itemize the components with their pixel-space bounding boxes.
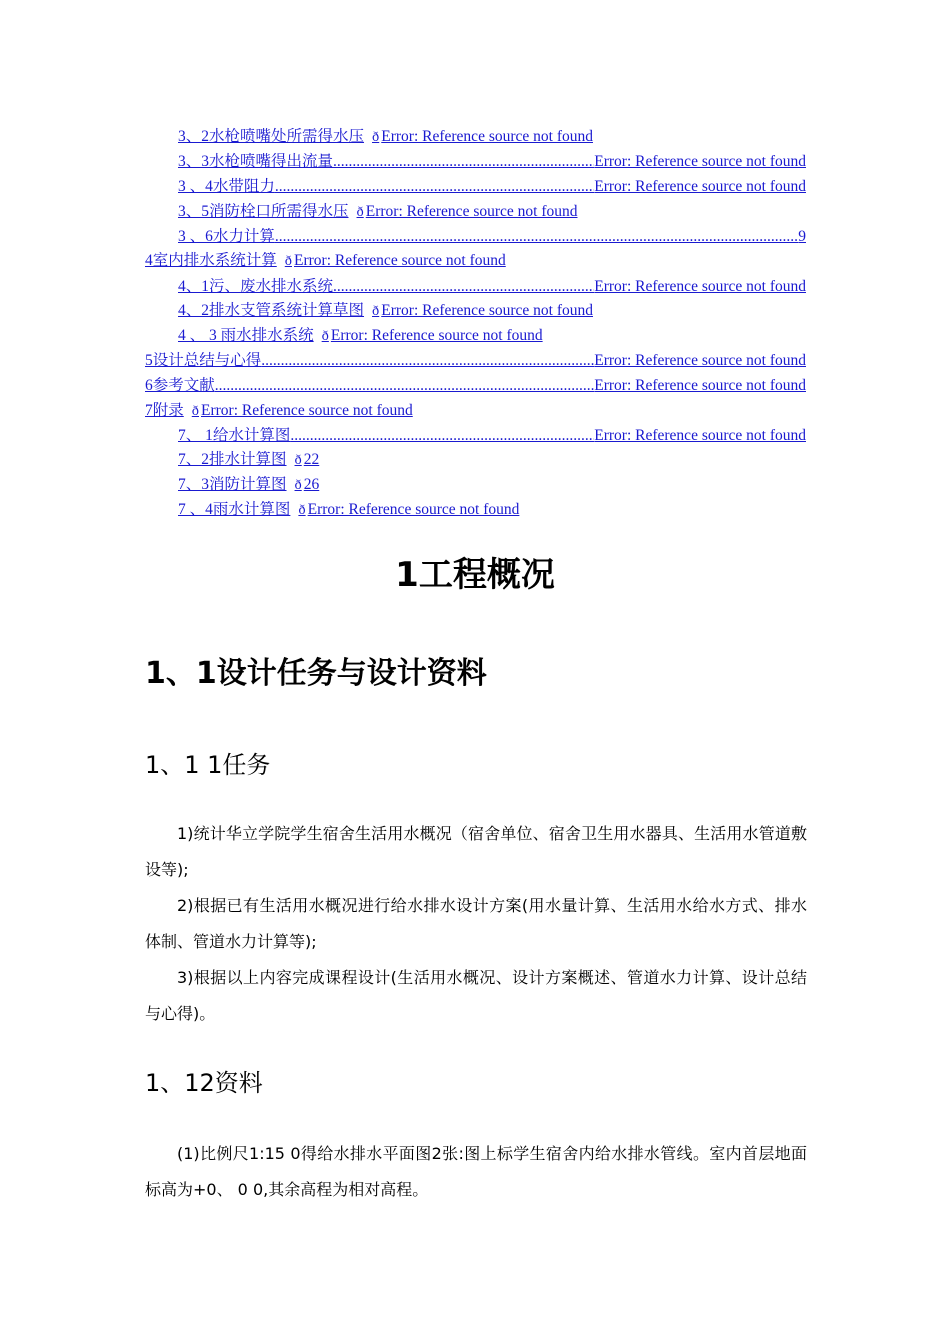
toc-leader: [275, 175, 594, 198]
toc-entry[interactable]: 3、3水枪喷嘴得出流量 ..... Error: Reference source not found: [178, 150, 806, 172]
toc-entry[interactable]: 4 、 3 雨水排水系统 ð Error: Reference source not found: [178, 327, 543, 344]
toc-entry[interactable]: 3、5消防栓口所需得水压 ð Error: Reference source not found: [178, 203, 578, 220]
paragraph-task-2: 2)根据已有生活用水概况进行给水排水设计方案(用水量计算、生活用水给水方式、排水体制、管道水力计算等);: [145, 896, 807, 951]
toc-leader: [333, 150, 594, 173]
paragraph-task-1: 1)统计华立学院学生宿舍生活用水概况（宿舍单位、宿舍卫生用水器具、生活用水管道敷设等);: [145, 824, 807, 879]
toc-entry[interactable]: 4室内排水系统计算 ð Error: Reference source not found: [145, 252, 506, 269]
toc-leader: [290, 424, 594, 447]
toc-entry[interactable]: 6参考文献 ..... Error: Reference source not found: [145, 374, 806, 396]
chapter-title: 1工程概况: [395, 555, 555, 595]
toc-entry[interactable]: 4、1污、废水排水系统 ..... Error: Reference source not found: [178, 275, 806, 297]
toc-entry[interactable]: 5设计总结与心得 ..... Error: Reference source not found: [145, 349, 806, 371]
paragraph-data-1: (1)比例尺1:15 0得给水排水平面图2张:图上标学生宿舍内给水排水管线。室内首层地面标高为+0、 0 0,其余高程为相对高程。: [145, 1144, 807, 1199]
toc-leader: [215, 374, 594, 397]
toc-entry[interactable]: 3 、4水带阻力 ..... Error: Reference source not found: [178, 175, 806, 197]
paragraph-task-3: 3)根据以上内容完成课程设计(生活用水概况、设计方案概述、管道水力计算、设计总结与心得)。: [145, 968, 807, 1023]
toc-leader: [275, 225, 798, 248]
toc-leader: [261, 349, 594, 372]
section-title: 1、1设计任务与设计资料: [145, 656, 487, 691]
toc-entry[interactable]: 7、3消防计算图 ð 26: [178, 476, 320, 493]
toc-entry[interactable]: 7附录 ð Error: Reference source not found: [145, 402, 413, 419]
toc-entry[interactable]: 7 、4雨水计算图 ð Error: Reference source not found: [178, 501, 520, 518]
toc-entry[interactable]: 4、2排水支管系统计算草图 ð Error: Reference source not found: [178, 302, 593, 319]
toc-entry[interactable]: 3 、6水力计算 ..... 9: [178, 225, 806, 247]
toc-entry[interactable]: 7、 1给水计算图 ..... Error: Reference source not found: [178, 424, 806, 446]
toc-leader: [333, 275, 594, 298]
subsection-title-task: 1、1 1任务: [145, 751, 271, 779]
toc-entry[interactable]: 7、2排水计算图 ð 22: [178, 451, 320, 468]
subsection-title-data: 1、12资料: [145, 1069, 263, 1097]
toc-entry[interactable]: 3、2水枪喷嘴处所需得水压 ð Error: Reference source not found: [178, 128, 593, 145]
